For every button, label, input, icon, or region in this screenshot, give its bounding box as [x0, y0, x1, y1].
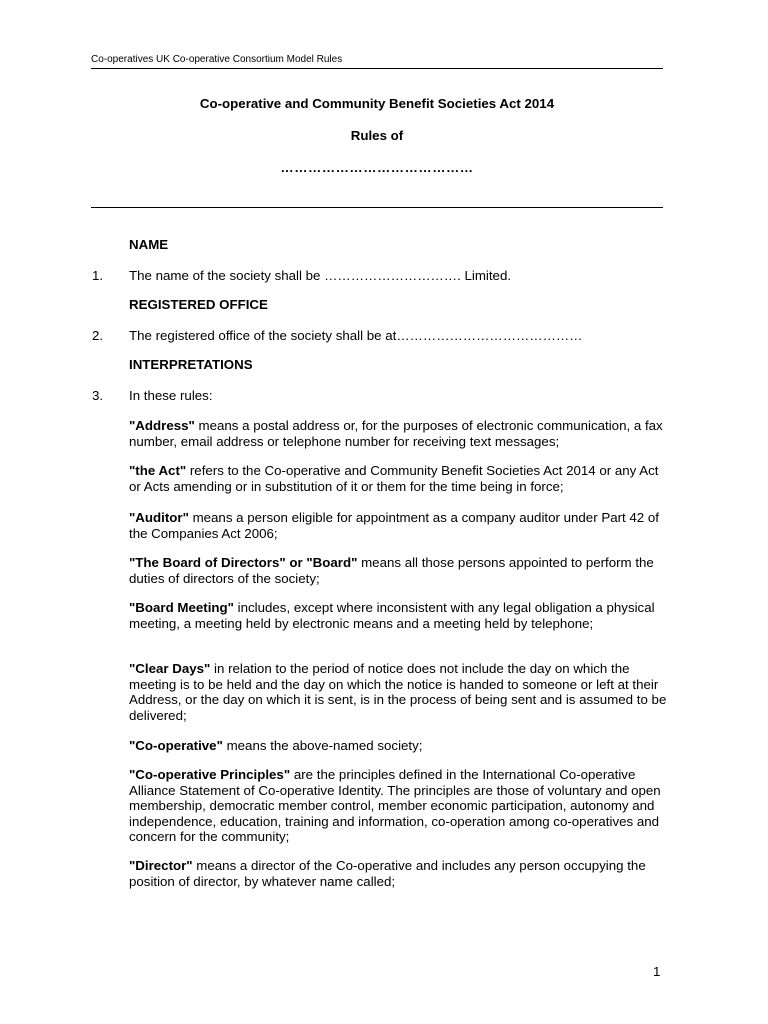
- definition-term: "Address": [129, 418, 195, 433]
- running-header: [91, 53, 663, 69]
- section-heading-registered-office: REGISTERED OFFICE: [129, 297, 268, 312]
- definition-term: "The Board of Directors" or "Board": [129, 555, 358, 570]
- rule-text: In these rules:: [129, 388, 213, 403]
- definition-text: means a director of the Co-operative and includes any person occupying the position of director, by whatever name called;: [129, 858, 646, 889]
- section-heading-name: NAME: [129, 237, 169, 252]
- definition-the-act: [129, 463, 669, 494]
- act-title: Co-operative and Community Benefit Societies Act 2014: [199, 96, 555, 111]
- definition-address: [129, 418, 669, 449]
- definition-director: [129, 858, 669, 889]
- definition-board-meeting: [129, 600, 669, 631]
- definition-term: "Auditor": [129, 510, 189, 525]
- definition-term: "the Act": [129, 463, 187, 478]
- section-heading-interpretations: INTERPRETATIONS: [129, 357, 253, 372]
- definition-term: "Co-operative Principles": [129, 767, 291, 782]
- definition-text: includes, except where inconsistent with any legal obligation a physical meeting, a meeting held by electronic means and a meeting held by telephone;: [129, 600, 655, 631]
- title-divider: [91, 207, 663, 208]
- definition-text: means a postal address or, for the purposes of electronic communication, a fax number, email address or telephone number for receiving text messages;: [129, 418, 663, 449]
- definition-term: "Clear Days": [129, 661, 211, 676]
- definition-co-operative: [129, 738, 669, 754]
- rule-text: The registered office of the society shall be at……………………………………: [129, 328, 583, 343]
- rule-number: 1.: [92, 268, 104, 283]
- running-header-text: Co-operatives UK Co-operative Consortium Model Rules: [91, 54, 343, 65]
- definition-text: means the above-named society;: [222, 738, 423, 753]
- rule-number: 2.: [92, 328, 104, 343]
- definition-term: "Board Meeting": [129, 600, 234, 615]
- rule-text: The name of the society shall be …………………………. Limited.: [129, 268, 512, 283]
- definition-co-operative-principles: [129, 767, 669, 845]
- definition-text: refers to the Co-operative and Community Benefit Societies Act 2014 or any Act or Acts amending or in substitution of it or them for the time being in force;: [129, 463, 659, 494]
- definition-text: means all those persons appointed to perform the duties of directors of the society;: [129, 555, 654, 586]
- definition-text: means a person eligible for appointment as a company auditor under Part 42 of the Companies Act 2006;: [129, 510, 659, 541]
- definition-text: are the principles defined in the International Co-operative Alliance Statement of Co-operative Identity. The principles are those of voluntary and open membership, democratic member control, member economic participation, autonomy and independence, education, training and information, co-operation among co-operatives and concern for the community;: [129, 767, 661, 845]
- rules-of-heading: Rules of: [350, 128, 404, 143]
- definition-term: "Co-operative": [129, 738, 223, 753]
- society-name-placeholder: ……………………………………: [280, 160, 474, 175]
- definition-clear-days: [129, 661, 669, 723]
- page-number: 1: [653, 964, 661, 979]
- rule-number: 3.: [92, 388, 104, 403]
- definition-auditor: [129, 510, 669, 541]
- definition-text: in relation to the period of notice does not include the day on which the meeting is to be held and the day on which the notice is handed to someone or left at their Address, or the day on which it is sent, is in the process of being sent and is assumed to be delivered;: [129, 661, 667, 723]
- definition-board-of-directors: [129, 555, 669, 586]
- definition-term: "Director": [129, 858, 193, 873]
